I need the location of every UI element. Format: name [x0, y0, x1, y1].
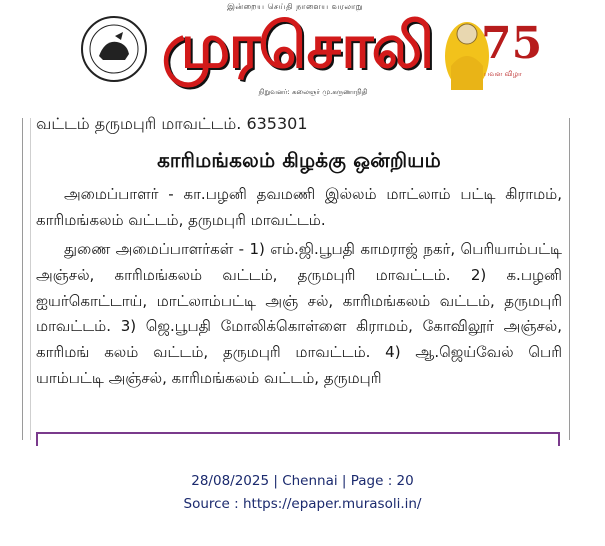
anniversary-emblem: [437, 6, 543, 98]
column-rule-left-inner: [30, 118, 31, 440]
anniversary-caption: பவள விழா: [484, 70, 522, 78]
article-cut-line: வட்டம் தருமபுரி மாவட்டம். 635301: [36, 114, 308, 133]
next-section-box: [36, 432, 560, 446]
column-rule-right: [569, 118, 570, 440]
anniversary-number: 75: [481, 18, 543, 69]
emblem-icon: [79, 14, 149, 84]
masthead-tagline: இன்றைய செய்தி நாளைய வரலாறு: [227, 2, 363, 11]
masthead: [0, 0, 605, 118]
founder-line: நிறுவனர்: கலைஞர் மு.கருணாநிதி: [258, 88, 368, 96]
logo-wordmark: முரசொலி: [161, 9, 433, 82]
article-paragraph-1: அமைப்பாளர் - கா.பழனி தவமணி இல்லம் மாட்லாம் பட்டி கிராமம், காரிமங்கலம் வட்டம், தருமபுரி மாவட்டம்.: [36, 185, 562, 229]
article-paragraph-2: துணை அமைப்பாளர்கள் - 1) எம்.ஜி.பூபதி காமராஜ் நகர், பெரியாம்பட்டி அஞ்சல், காரிமங்கலம் வட்டம், தருமபுரி மாவட்டம். 2) க.பழனி ஐயர்கொட்டாய், மாட்லாம்பட்டி அஞ் சல், காரிமங்கலம் வட்டம், தருமபுரி மாவட்டம். 3) ஜெ.பூபதி மோலிக்கொள்ளை கிராமம், கோவிலூர் அஞ்சல், காரிமங் கலம் வட்டம், தருமபுரி மாவட்டம். 4) ஆ.ஜெய்வேல் பெரி யாம்பட்டி அஞ்சல், காரிமங்கலம் வட்டம், தருமபுரி: [36, 240, 562, 387]
source-line: Source : https://epaper.murasoli.in/: [183, 496, 422, 512]
column-rule-left: [22, 118, 23, 440]
article-heading: காரிமங்கலம் கிழக்கு ஒன்றியம்: [157, 148, 441, 172]
edition-line: 28/08/2025 | Chennai | Page : 20: [191, 473, 414, 489]
